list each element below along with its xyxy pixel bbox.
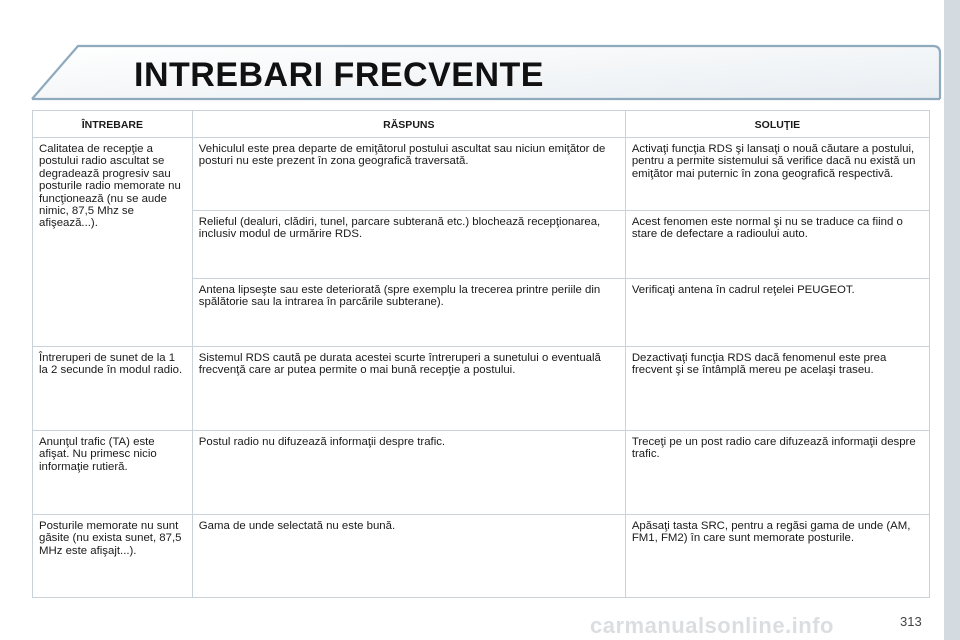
answer-cell: Vehiculul este prea departe de emiţătorul postului ascultat sau niciun emiţător de posturi nu este prezent în zona geografică traversată. bbox=[192, 138, 625, 211]
answer-cell: Postul radio nu difuzează informaţii despre trafic. bbox=[192, 431, 625, 515]
question-cell: Anunţul trafic (TA) este afişat. Nu primesc nicio informaţie rutieră. bbox=[33, 431, 193, 515]
solution-cell: Apăsaţi tasta SRC, pentru a regăsi gama de unde (AM, FM1, FM2) în care sunt memorate posturile. bbox=[625, 515, 929, 598]
answer-cell: Relieful (dealuri, clădiri, tunel, parcare subterană etc.) blochează recepţionarea, inclusiv modul de urmărire RDS. bbox=[192, 211, 625, 279]
header-answer: RĂSPUNS bbox=[192, 111, 625, 138]
title-banner bbox=[0, 0, 944, 110]
question-cell: Întreruperi de sunet de la 1 la 2 secunde în modul radio. bbox=[33, 347, 193, 431]
table-row bbox=[33, 347, 930, 431]
answer-cell: Antena lipseşte sau este deteriorată (spre exemplu la trecerea printre periile din spălătorie sau la intrarea în parcările subterane). bbox=[192, 279, 625, 347]
table-row bbox=[33, 138, 930, 211]
table-row bbox=[33, 515, 930, 598]
side-margin-strip bbox=[944, 0, 960, 640]
solution-cell: Activaţi funcţia RDS şi lansaţi o nouă căutare a postului, pentru a permite sistemului să verifice dacă nu există un emiţător mai puternic în zona geografică respectivă. bbox=[625, 138, 929, 211]
question-cell: Calitatea de recepţie a postului radio ascultat se degradează progresiv sau posturile radio memorate nu funcţionează (nu se aude nimic, 87,5 Mhz se afişează...). bbox=[33, 138, 193, 347]
header-question: ÎNTREBARE bbox=[33, 111, 193, 138]
solution-cell: Dezactivaţi funcţia RDS dacă fenomenul este prea frecvent şi se întâmplă mereu pe acelaşi traseu. bbox=[625, 347, 929, 431]
header-solution: SOLUŢIE bbox=[625, 111, 929, 138]
solution-cell: Verificaţi antena în cadrul reţelei PEUGEOT. bbox=[625, 279, 929, 347]
table-header-row bbox=[33, 111, 930, 138]
question-cell: Posturile memorate nu sunt găsite (nu exista sunet, 87,5 MHz este afişajt...). bbox=[33, 515, 193, 598]
page-title: INTREBARI FRECVENTE bbox=[134, 56, 544, 94]
answer-cell: Gama de unde selectată nu este bună. bbox=[192, 515, 625, 598]
table-row bbox=[33, 431, 930, 515]
answer-cell: Sistemul RDS caută pe durata acestei scurte întreruperi a sunetului o eventuală frecvenţă care ar putea permite o mai bună recepţie a postului. bbox=[192, 347, 625, 431]
watermark: carmanualsonline.info bbox=[590, 613, 834, 638]
faq-table bbox=[32, 110, 930, 598]
page-number: 313 bbox=[900, 614, 922, 629]
solution-cell: Acest fenomen este normal şi nu se traduce ca fiind o stare de defectare a radioului auto. bbox=[625, 211, 929, 279]
solution-cell: Treceţi pe un post radio care difuzează informaţii despre trafic. bbox=[625, 431, 929, 515]
